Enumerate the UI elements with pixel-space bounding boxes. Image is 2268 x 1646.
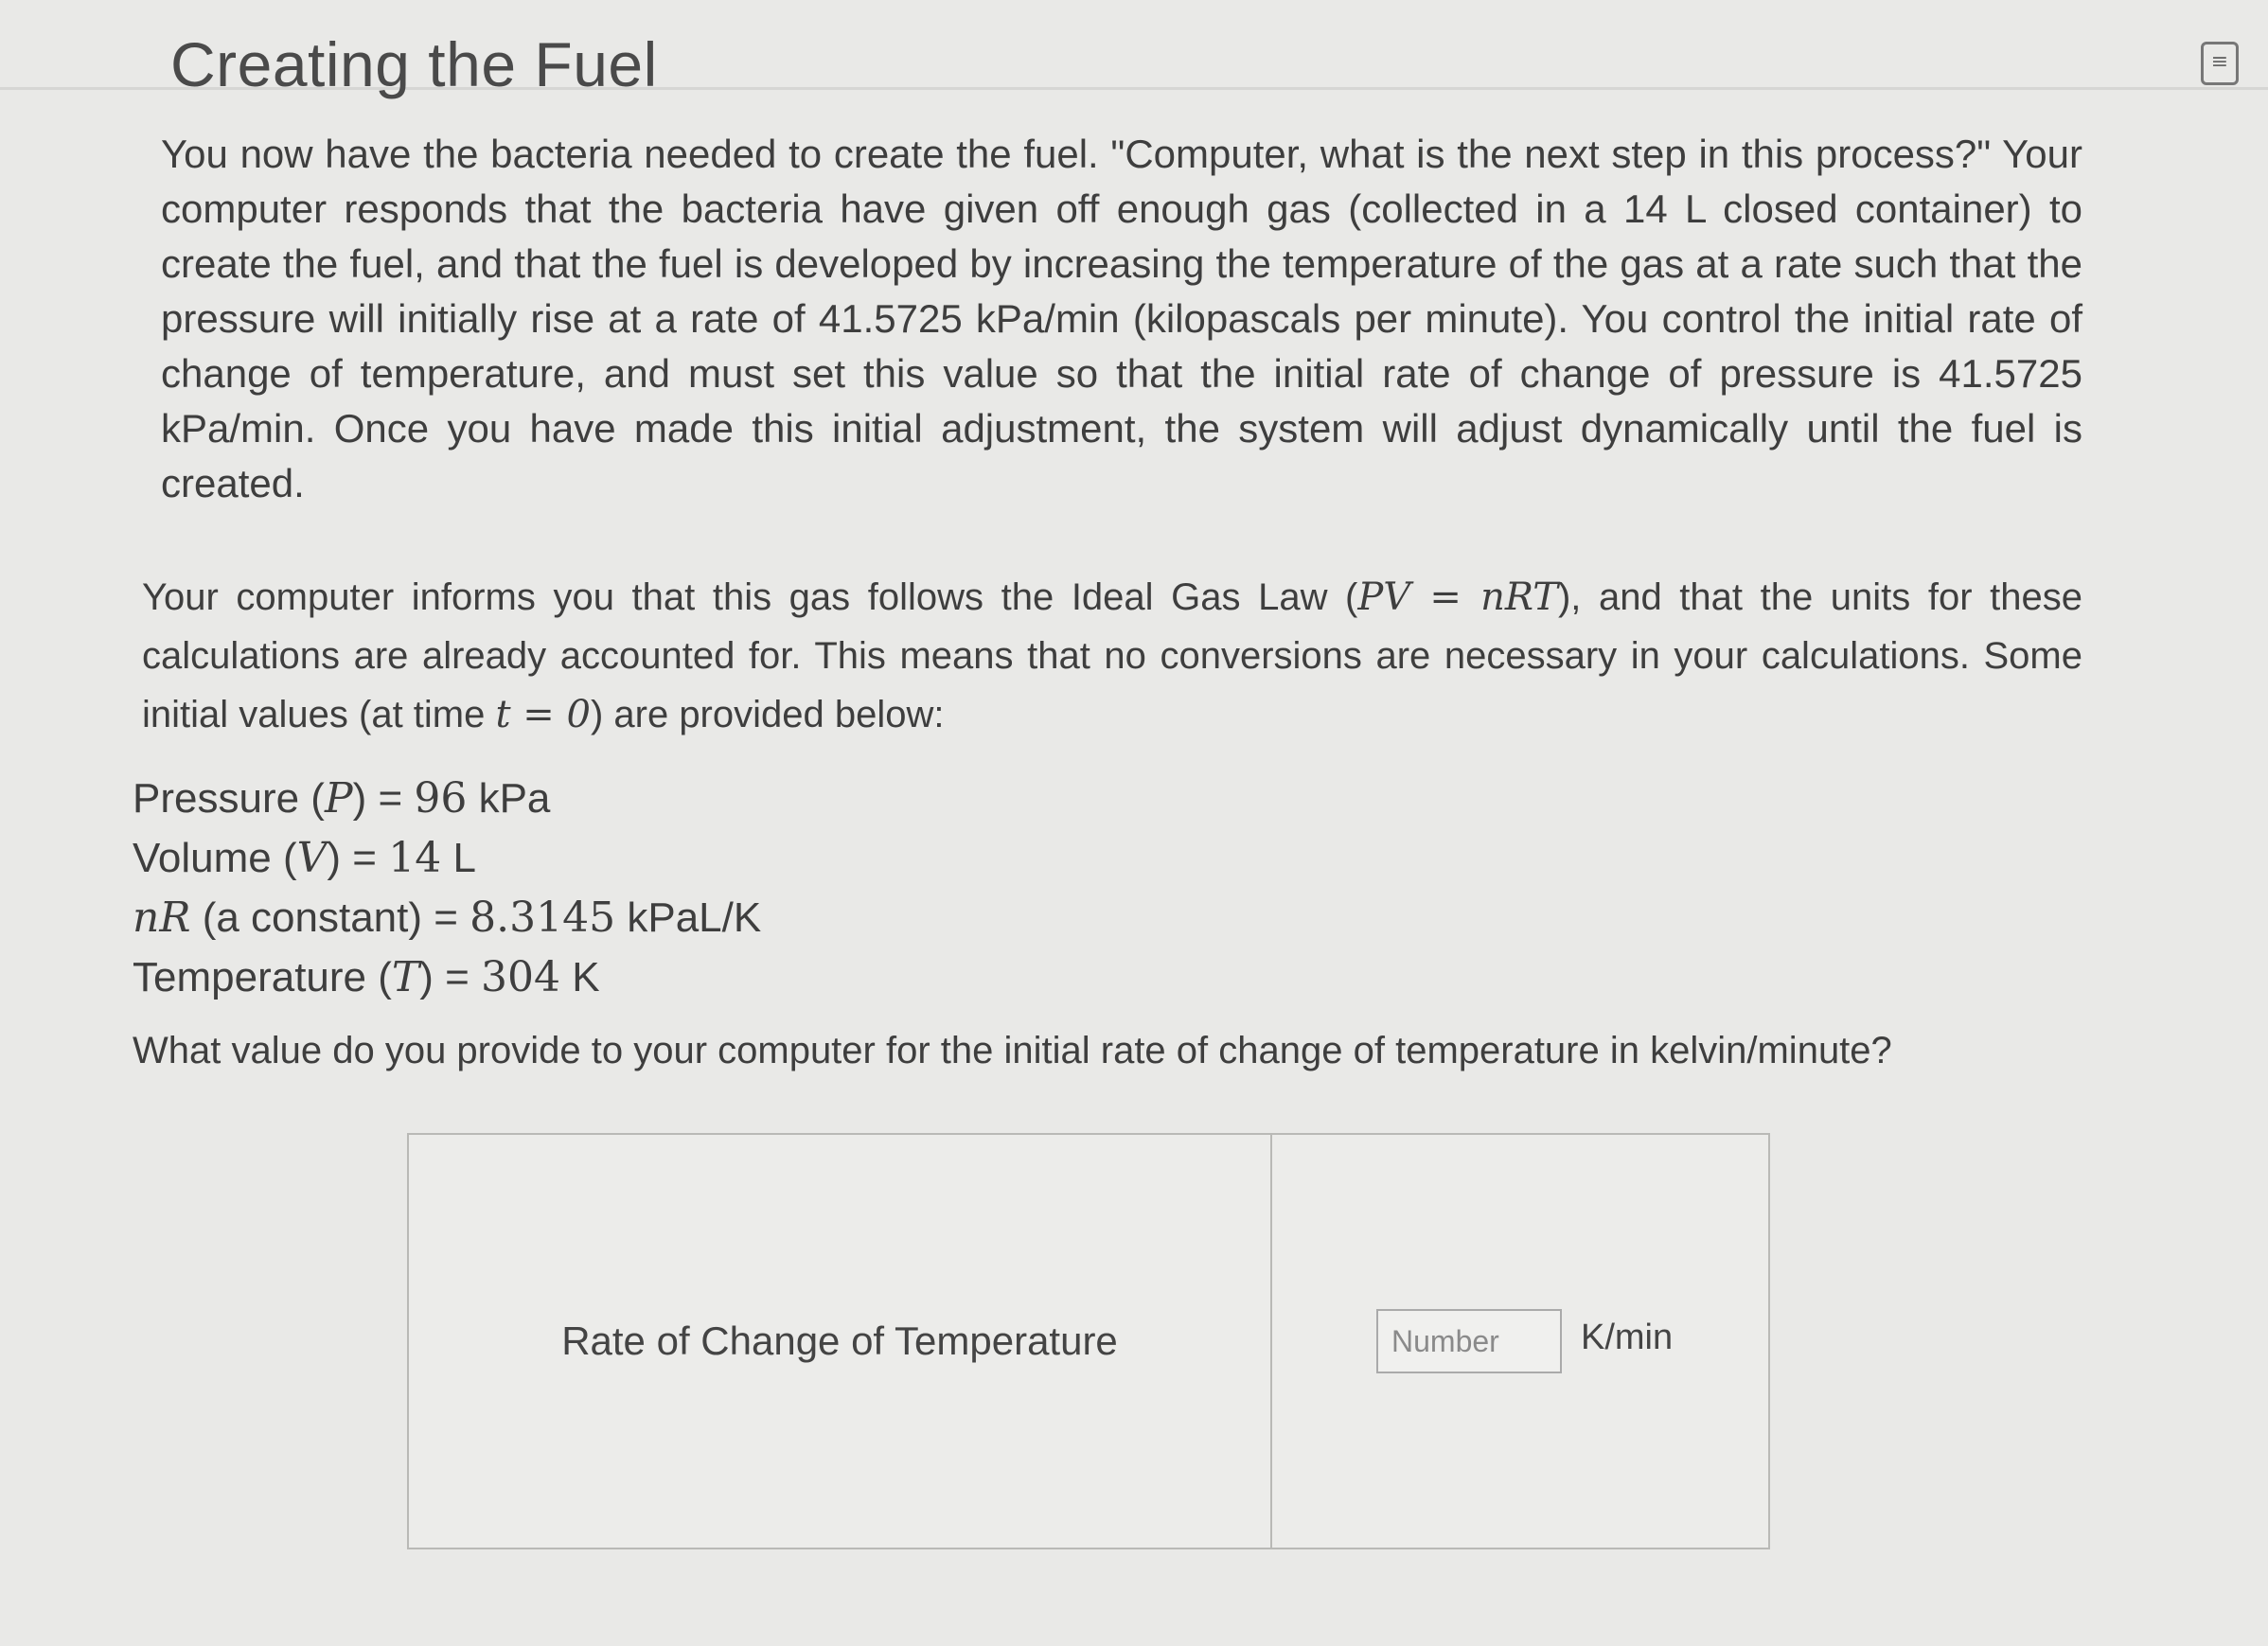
initial-values-list	[133, 769, 2082, 1007]
page-title: Creating the Fuel	[170, 29, 658, 99]
volume-symbol: V	[296, 834, 328, 882]
temperature-unit: K	[560, 954, 600, 1000]
time-variable: t = 0	[495, 693, 591, 736]
ideal-gas-text-middle: ), and that the units for these calculations are already accounted for. This means that no conversions are necessary in your calculations. Some initial values (at time	[142, 576, 2083, 735]
nr-value-row	[133, 888, 2082, 947]
nr-label: (a constant) =	[190, 894, 470, 941]
question-text: What value do you provide to your computer for the initial rate of change of temperature in kelvin/minute?	[133, 1030, 1892, 1071]
temperature-value: 304	[481, 953, 561, 1001]
intro-paragraph: You now have the bacteria needed to create the fuel. "Computer, what is the next step in this process?" Your computer responds that the bacteria have given off enough gas (collected in a 14 L closed container) to create the fuel, and that the fuel is developed by increasing the temperature of the gas at a rate such that the pressure will initially rise at a rate of 41.5725 kPa/min (kilopascals per minute). You control the initial rate of change of temperature, and must set this value so that the initial rate of change of pressure is 41.5725 kPa/min. Once you have made this initial adjustment, the system will adjust dynamically until the fuel is created.	[161, 132, 2082, 505]
rate-unit-label: K/min	[1581, 1317, 1674, 1357]
volume-unit: L	[441, 835, 476, 881]
answer-label-cell	[409, 1135, 1272, 1548]
question-content	[133, 28, 2082, 1549]
ideal-gas-equation: PV = nRT	[1357, 575, 1558, 619]
nr-symbol: nR	[133, 894, 191, 942]
ideal-gas-text-before: Your computer informs you that this gas follows the Ideal Gas Law (	[142, 576, 1358, 618]
volume-label: Volume (	[133, 835, 297, 881]
temperature-symbol: T	[391, 953, 420, 1001]
temperature-label: Temperature (	[133, 954, 392, 1000]
pressure-unit: kPa	[467, 775, 551, 822]
volume-equals: ) =	[327, 835, 389, 881]
rate-of-change-label: Rate of Change of Temperature	[561, 1319, 1118, 1363]
pressure-symbol: P	[324, 774, 353, 823]
volume-value-row	[133, 828, 2082, 888]
volume-value: 14	[388, 834, 442, 882]
temperature-equals: ) =	[419, 954, 482, 1000]
pressure-equals: ) =	[352, 775, 415, 822]
rate-of-change-input[interactable]	[1376, 1309, 1562, 1373]
nr-value: 8.3145	[470, 894, 616, 942]
pressure-value-row	[133, 769, 2082, 828]
pressure-label: Pressure (	[133, 775, 325, 822]
ideal-gas-text-after: ) are provided below:	[590, 694, 945, 735]
answer-table	[407, 1133, 1770, 1549]
document-icon[interactable]: ≡	[2201, 42, 2239, 85]
temperature-value-row	[133, 947, 2082, 1007]
ideal-gas-paragraph	[142, 568, 2082, 744]
answer-input-cell	[1272, 1135, 1768, 1548]
pressure-value: 96	[414, 774, 468, 823]
nr-unit: kPaL/K	[615, 894, 762, 941]
